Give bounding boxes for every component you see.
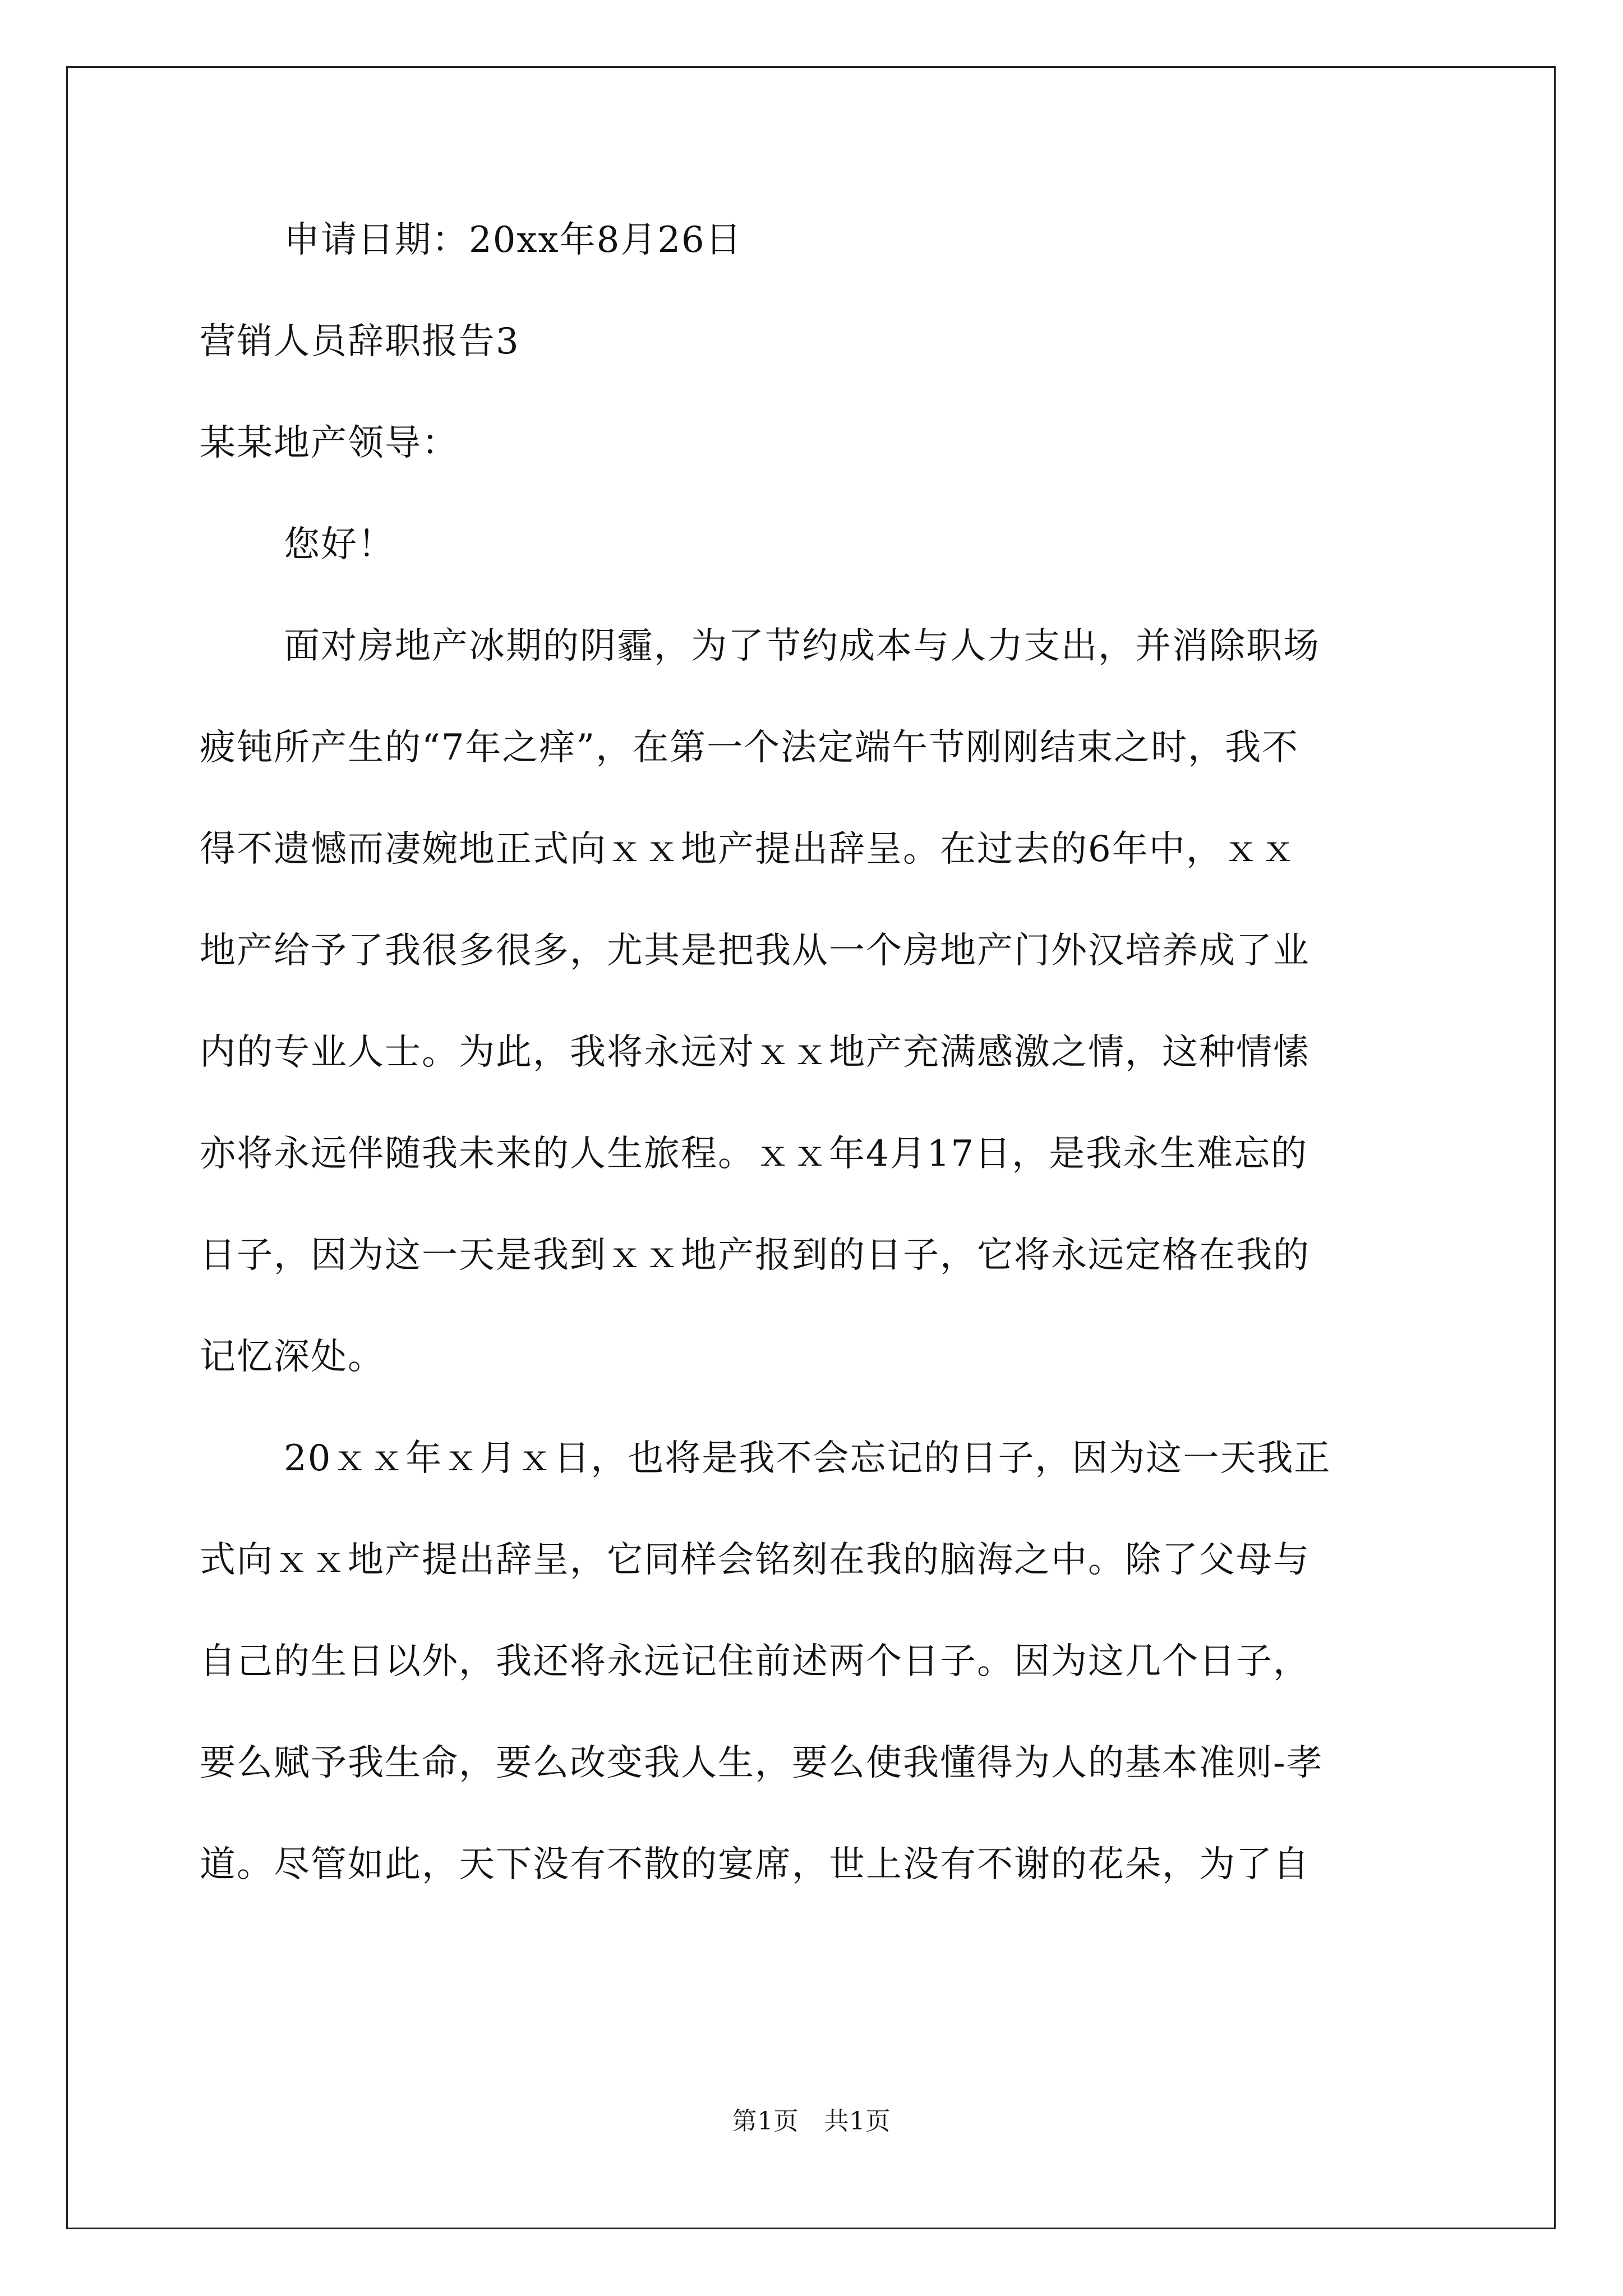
paragraph-line: 记忆深处。: [200, 1336, 385, 1378]
paragraph-line: 要么赋予我生命，要么改变我人生，要么使我懂得为人的基本准则-孝: [200, 1742, 1324, 1784]
paragraph-line: 道。尽管如此，天下没有不散的宴席，世上没有不谢的花朵，为了自: [200, 1844, 1310, 1885]
apply-date: 申请日期：20xx年8月26日: [284, 219, 743, 261]
paragraph-line: 自己的生日以外，我还将永远记住前述两个日子。因为这几个日子，: [200, 1641, 1310, 1682]
paragraph-line: 亦将永远伴随我未来的人生旅程。ｘｘ年4月17日，是我永生难忘的: [200, 1133, 1308, 1175]
paragraph-1: [200, 619, 1433, 1384]
paragraph-line: 得不遗憾而凄婉地正式向ｘｘ地产提出辞呈。在过去的6年中，ｘｘ: [200, 829, 1297, 870]
paragraph-line: 面对房地产冰期的阴霾，为了节约成本与人力支出，并消除职场: [284, 625, 1320, 667]
page-footer: 第1页 共1页: [732, 2107, 891, 2136]
document-body: [200, 213, 1433, 1939]
paragraph-line: 式向ｘｘ地产提出辞呈，它同样会铭刻在我的脑海之中。除了父母与: [200, 1539, 1310, 1581]
paragraph-line: 地产给予了我很多很多，尤其是把我从一个房地产门外汉培养成了业: [200, 930, 1310, 972]
paragraph-line: 20ｘｘ年ｘ月ｘ日，也将是我不会忘记的日子，因为这一天我正: [284, 1438, 1331, 1479]
paragraph-line: 疲钝所产生的“7年之痒”，在第一个法定端午节刚刚结束之时，我不: [200, 727, 1299, 769]
greeting: 您好！: [284, 524, 395, 565]
document-heading: 营销人员辞职报告3: [200, 321, 520, 362]
salutation: 某某地产领导：: [200, 422, 459, 464]
paragraph-line: 日子，因为这一天是我到ｘｘ地产报到的日子，它将永远定格在我的: [200, 1235, 1310, 1276]
paragraph-2: [200, 1432, 1433, 1892]
paragraph-line: 内的专业人士。为此，我将永远对ｘｘ地产充满感激之情，这种情愫: [200, 1032, 1310, 1073]
